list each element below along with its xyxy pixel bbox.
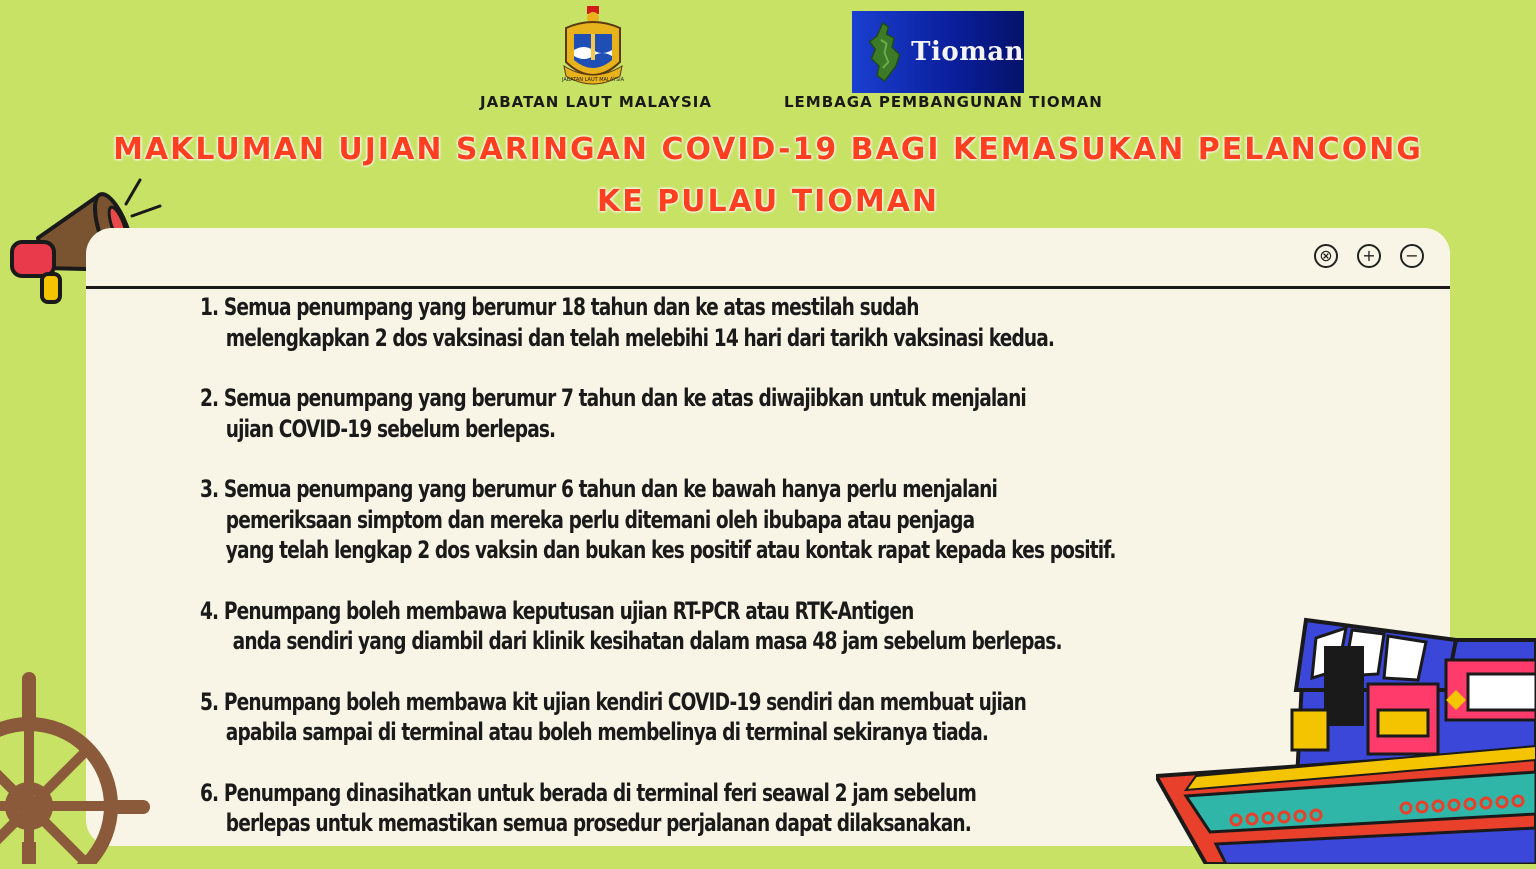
agency-name-jabatan-laut: JABATAN LAUT MALAYSIA [480,93,712,111]
notice-line: 5. Penumpang boleh membawa kit ujian kendiri COVID-19 sendiri dan membuat ujian [200,687,1027,716]
minimize-icon[interactable]: − [1400,244,1424,268]
page-title-line-2: KE PULAU TIOMAN [596,184,940,219]
agency-name-lembaga-tioman: LEMBAGA PEMBANGUNAN TIOMAN [784,93,1103,111]
notice-line: 6. Penumpang dinasihatkan untuk berada di terminal feri seawal 2 jam sebelum [200,778,977,807]
notice-line: melengkapkan 2 dos vaksinasi dan telah melebihi 14 hari dari tarikh vaksinasi kedua. [225,323,1055,352]
notice-line: 4. Penumpang boleh membawa keputusan ujian RT-PCR atau RTK-Antigen [200,596,914,625]
panel-divider [86,286,1450,289]
notice-line: ujian COVID-19 sebelum berlepas. [225,414,556,443]
notice-line: 3. Semua penumpang yang berumur 6 tahun dan ke bawah hanya perlu menjalani [200,475,998,503]
notice-line: apabila sampai di terminal atau boleh membelinya di terminal sekiranya tiada. [225,718,989,746]
page-title-line-1: MAKLUMAN UJIAN SARINGAN COVID-19 BAGI KEMASUKAN PELANCONG [113,132,1423,167]
notice-line: 2. Semua penumpang yang berumur 7 tahun dan ke atas diwajibkan untuk menjalani [200,384,1026,412]
close-icon[interactable]: ⊗ [1314,244,1338,268]
tioman-island-icon [864,19,905,85]
tioman-logo-text: Tioman [911,37,1024,67]
notice-line: yang telah lengkap 2 dos vaksin dan bukan kes positif atau kontak rapat kepada kes positif. [225,536,1116,564]
notice-line: 1. Semua penumpang yang berumur 18 tahun dan ke atas mestilah sudah [200,293,919,321]
notice-line: berlepas untuk memastikan semua prosedur perjalanan dapat dilaksanakan. [225,809,971,837]
add-icon[interactable]: + [1357,244,1381,268]
boat-illustration [1156,600,1536,864]
jabatan-laut-logo [558,6,628,92]
notice-item-2 [200,383,1335,444]
notice-item-1 [200,292,1335,353]
notice-item-3 [200,474,1335,566]
svg-text:JABATAN LAUT MALAYSIA: JABATAN LAUT MALAYSIA [561,77,625,83]
notice-line: pemeriksaan simptom dan mereka perlu ditemani oleh ibubapa atau penjaga [225,505,975,534]
ship-wheel-icon [0,672,150,864]
tioman-logo [852,11,1024,93]
notice-line: anda sendiri yang diambil dari klinik kesihatan dalam masa 48 jam sebelum berlepas. [232,627,1062,655]
